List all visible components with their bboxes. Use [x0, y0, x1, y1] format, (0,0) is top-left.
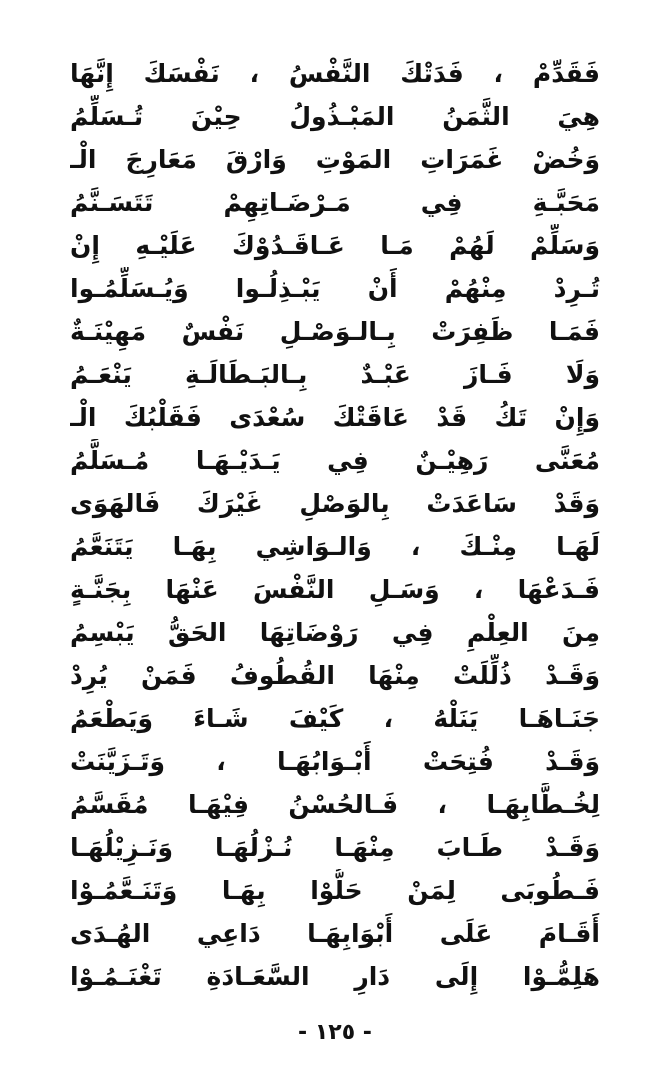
poem-line-9: وَإِنْ تَكُ قَدْ عَاقَتْكَ سُعْدَى فَقَلْبُكَ الْـ [70, 403, 600, 432]
poem-line-14: مِنَ العِلْمِ فِي رَوْضَاتِهَا الحَقُّ يَبْسِمُ [70, 618, 600, 647]
poem-line-15: وَقَـدْ ذُلِّلَتْ مِنْهَا القُطُوفُ فَمَنْ يُرِدْ [70, 661, 600, 690]
poem-line-22: هَلِمُّـوْا إِلَى دَارِ السَّعَـادَةِ تَغْنَـمُـوْا [70, 962, 600, 991]
poem-line-20: فَـطُوبَى لِمَنْ حَلُّوْا بِهَـا وَتَنَـعَّمُـوْا [70, 876, 600, 905]
poem-line-19: وَقَـدْ طَـابَ مِنْهَـا نُـزْلُهَـا وَنَـزِيْلُهَـا [70, 833, 600, 862]
poem-text [70, 52, 600, 998]
poem-line-17: وَقَـدْ فُتِحَتْ أَبْـوَابُهَـا ، وَتَـزَيَّنَتْ [70, 747, 600, 776]
poem-line-6: تُـرِدْ مِنْهُمْ أَنْ يَبْـذِلُـوا وَيُـسَلِّمُـوا [70, 274, 600, 303]
page-number: - ١٢٥ - [298, 1020, 372, 1045]
poem-line-5: وَسَلِّمْ لَهُمْ مَـا عَـاقَـدُوْكَ عَلَيْـهِ إِنْ [70, 231, 600, 260]
poem-line-12: لَهَـا مِنْـكَ ، وَالـوَاشِي بِهَـا يَتَنَعَّمُ [70, 532, 600, 561]
poem-line-3: وَخُضْ غَمَرَاتِ المَوْتِ وَارْقَ مَعَارِجَ الْـ [70, 145, 600, 174]
poem-line-10: مُعَنَّى رَهِيْـنٌ فِي يَـدَيْـهَـا مُـسَلَّمُ [70, 446, 600, 475]
poem-line-2: هِيَ الثَّمَنُ المَبْـذُولُ حِيْنَ تُـسَلِّمُ [70, 102, 600, 131]
poem-line-13: فَـدَعْهَا ، وَسَـلِ النَّفْسَ عَنْهَا بِجَنَّـةٍ [70, 575, 600, 604]
poem-line-7: فَمَـا ظَفِرَتْ بِـالـوَصْـلِ نَفْسٌ مَهِيْنَـةٌ [70, 317, 600, 346]
poem-line-21: أَقَـامَ عَلَى أَبْوَابِهَـا دَاعِي الهُـدَى [70, 919, 600, 948]
poem-line-16: جَنَـاهَـا يَنَلْهُ ، كَيْفَ شَـاءَ وَيَطْعَمُ [70, 704, 600, 733]
poem-line-8: وَلَا فَـازَ عَبْـدٌ بِـالبَـطَالَـةِ يَنْعَـمُ [70, 360, 600, 389]
poem-line-1: فَقَدِّمْ ، فَدَتْكَ النَّفْسُ ، نَفْسَكَ إِنَّهَا [70, 59, 600, 88]
poem-line-18: لِخُـطَّابِهَـا ، فَـالحُسْنُ فِيْهَـا مُقَسَّمُ [70, 790, 600, 819]
poem-line-11: وَقَدْ سَاعَدَتْ بِالوَصْلِ غَيْرَكَ فَالهَوَى [70, 489, 600, 518]
poem-line-4: مَحَبَّـةِ فِي مَـرْضَـاتِهِمْ تَتَسَـنَّمُ [70, 188, 600, 217]
